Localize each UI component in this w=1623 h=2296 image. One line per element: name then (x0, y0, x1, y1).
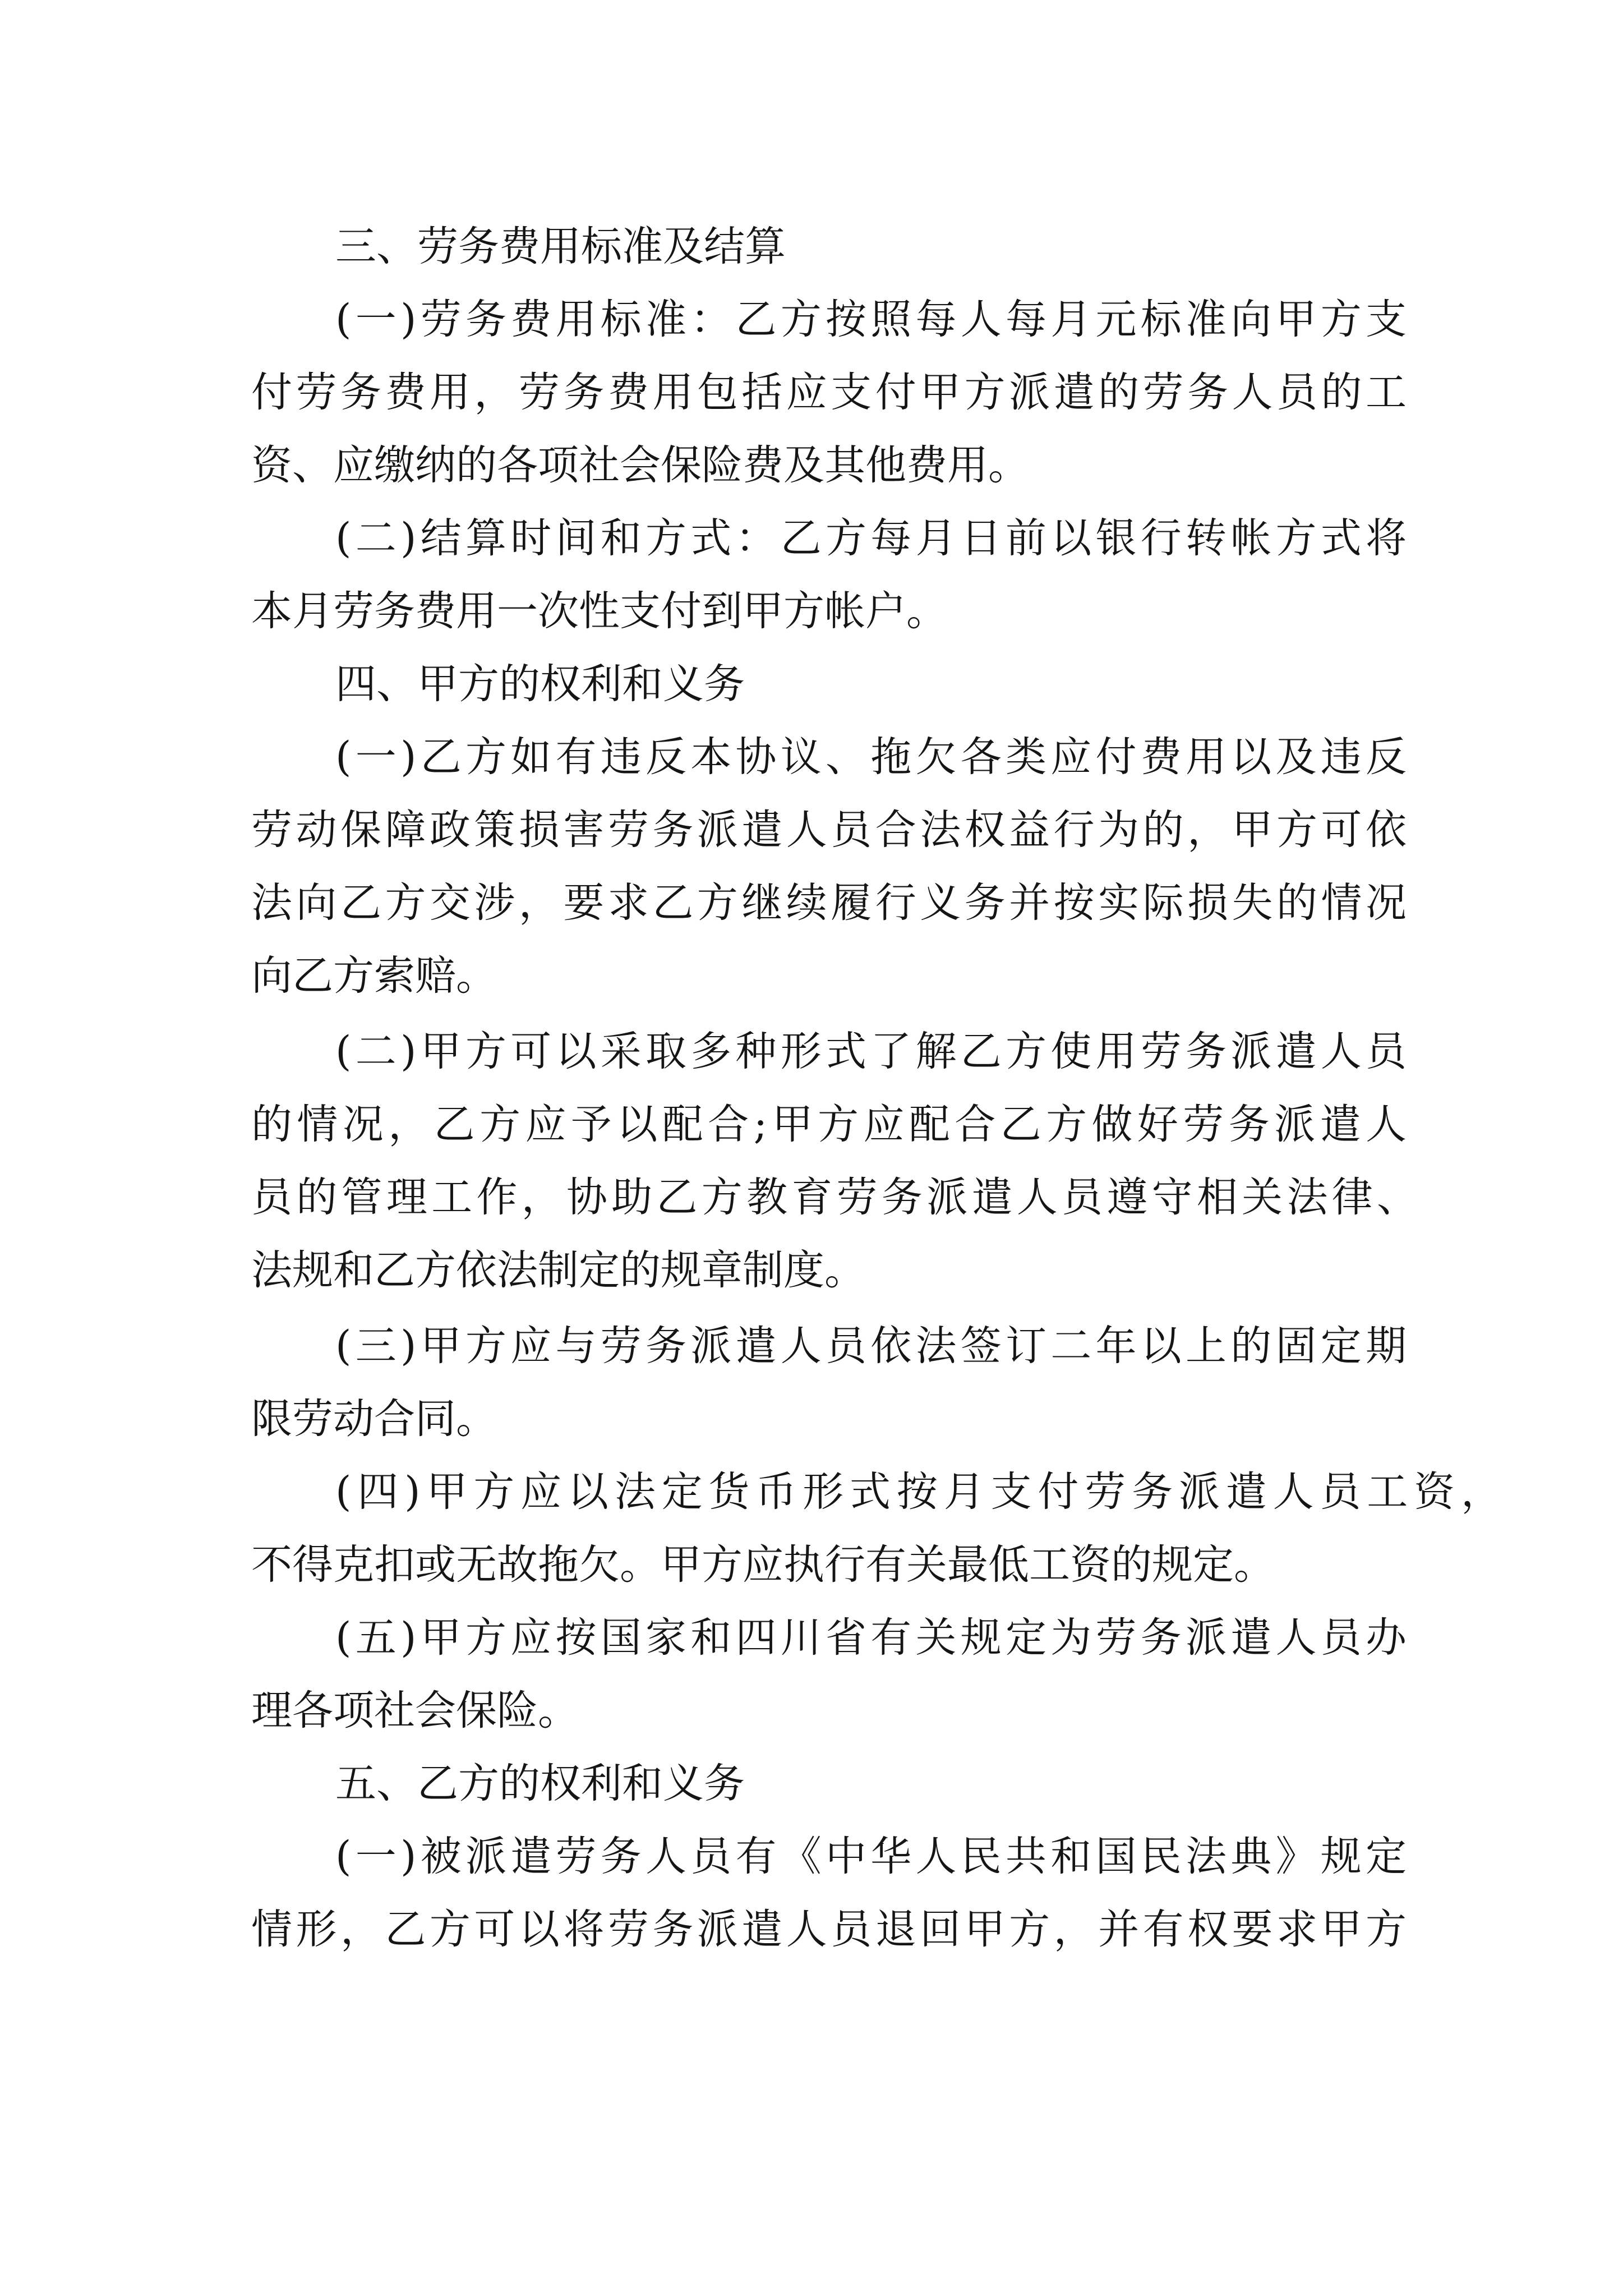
heading-section-5: 五、乙方的权利和义务 (335, 1760, 745, 1807)
paragraph-line: 劳动保障政策损害劳务派遣人员合法权益行为的，甲方可依 (251, 806, 1407, 854)
paragraph-line: 法向乙方交涉，要求乙方继续履行义务并按实际损失的情况 (251, 879, 1407, 927)
paragraph-line: 情形，乙方可以将劳务派遣人员退回甲方，并有权要求甲方 (251, 1906, 1407, 1953)
paragraph-line: 员的管理工作，协助乙方教育劳务派遣人员遵守相关法律、 (251, 1174, 1418, 1221)
paragraph-line: (一)被派遣劳务人员有《中华人民共和国民法典》规定 (335, 1833, 1407, 1880)
heading-section-4: 四、甲方的权利和义务 (335, 660, 745, 708)
paragraph-line: (二)甲方可以采取多种形式了解乙方使用劳务派遣人员 (335, 1028, 1407, 1075)
paragraph-line: 理各项社会保险。 (251, 1687, 579, 1734)
paragraph-line: 限劳动合同。 (251, 1395, 497, 1443)
paragraph-line: 付劳务费用，劳务费用包括应支付甲方派遣的劳务人员的工 (251, 369, 1407, 416)
paragraph-line: 向乙方索赔。 (251, 952, 497, 1000)
paragraph-line: 本月劳务费用一次性支付到甲方帐户。 (251, 587, 947, 635)
paragraph-line: 资、应缴纳的各项社会保险费及其他费用。 (251, 441, 1029, 489)
paragraph-line: 不得克扣或无故拖欠。甲方应执行有关最低工资的规定。 (251, 1541, 1275, 1589)
paragraph-line: (二)结算时间和方式：乙方每月日前以银行转帐方式将 (335, 514, 1407, 562)
heading-section-3: 三、劳务费用标准及结算 (335, 223, 786, 270)
paragraph-line: (三)甲方应与劳务派遣人员依法签订二年以上的固定期 (335, 1322, 1407, 1370)
paragraph-line: (一)劳务费用标准：乙方按照每人每月元标准向甲方支 (335, 296, 1407, 343)
paragraph-line: (四)甲方应以法定货币形式按月支付劳务派遣人员工资， (335, 1468, 1502, 1516)
paragraph-line: (五)甲方应按国家和四川省有关规定为劳务派遣人员办 (335, 1614, 1407, 1662)
paragraph-line: 法规和乙方依法制定的规章制度。 (251, 1246, 865, 1294)
paragraph-line: 的情况，乙方应予以配合;甲方应配合乙方做好劳务派遣人 (251, 1101, 1407, 1148)
paragraph-line: (一)乙方如有违反本协议、拖欠各类应付费用以及违反 (335, 733, 1407, 781)
